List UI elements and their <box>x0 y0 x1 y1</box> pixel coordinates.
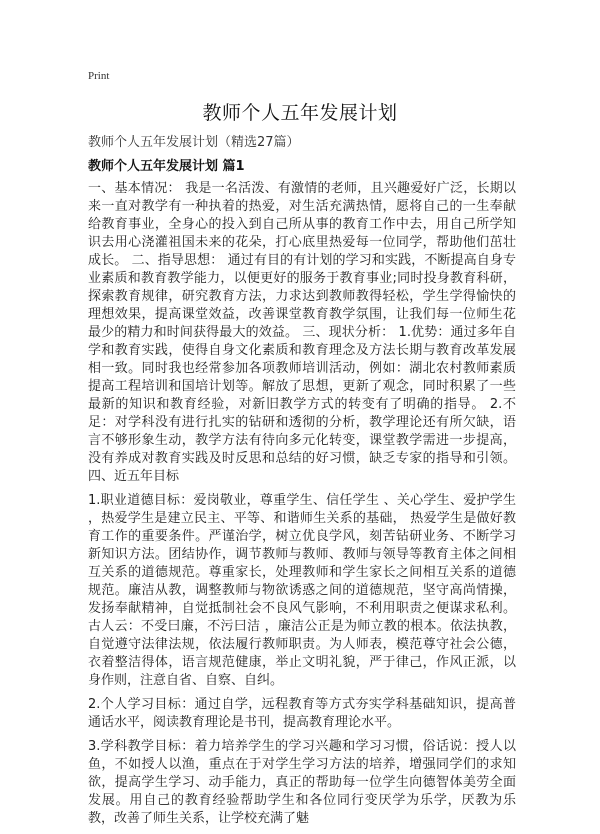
section-heading: 教师个人五年发展计划 篇1 <box>88 159 245 174</box>
print-label: Print <box>88 70 110 82</box>
document-body <box>88 180 516 834</box>
paragraph-basic-situation: 一、基本情况： 我是一名活泼、有激情的老师，且兴趣爱好广泛，长期以来一直对教学有一种执着的热爱，对生活充满热情，愿将自己的一生奉献给教育事业，全身心的投入到自己所从事的教育工作中去，用自己所学知识去用心浇灌祖国未来的花朵，打心底里热爱每一位同学，帮助他们茁壮成长。 二、指导思想： 通过有目的有计划的学习和实践，不断提高自身专业素质和教育教学能力，以便更好的服务于教育事业;同时投身教育科研，探索教育规律，研究教育方法，力求达到教师教得轻松，学生学得愉快的理想效果，提高课堂效益，改善课堂教育教学氛围，让我们每一位师生花最少的精力和时间获得最大的效益。 三、现状分析： 1.优势：通过多年自学和教育实践，使得自身文化素质和教育理念及方法长期与教育改革发展相一致。同时我也经常参加各项教师培训活动，例如：湖北农村教师素质提高工程培训和国培计划等。解放了思想，更新了观念，同时积累了一些最新的知识和教育经验，对新旧教学方式的转变有了明确的指导。 2.不足：对学科没有进行扎实的钻研和透彻的分析，教学理论还有所欠缺，语言不够形象生动，教学方法有待向多元化转变，课堂教学需进一步提高，没有养成对教育实践及时反思和总结的好习惯，缺乏专家的指导和引领。 四、近五年目标 <box>88 181 516 484</box>
paragraph-professional-ethics-goal: 1.职业道德目标：爱岗敬业，尊重学生、信任学生 、关心学生、爱护学生 ，热爱学生是建立民主、平等、和谐师生关系的基础， 热爱学生是做好教育工作的重要条件。严谨治学，树立优良学风，刻苦钻研业务、不断学习新知识方法。团结协作，调节教师与教师、教师与领导等教育主体之间相互关系的道德规范。尊重家长，处理教师和学生家长之间相互关系的道德规范。廉洁从教，调整教师与物欲诱惑之间的道德规范，坚守高尚情操，发扬奉献精神，自觉抵制社会不良风气影响，不利用职责之便谋求私利。 古人云：不受曰廉，不污曰洁 ，廉洁公正是为师立教的根本。依法执教，自觉遵守法律法规，依法履行教师职责。为人师表，模范尊守社会公德，衣着整洁得体，语言规范健康，举止文明礼貌，严于律己，作风正派，以身作则，注意自省、自察、自纠。 <box>88 493 516 688</box>
document-subtitle: 教师个人五年发展计划（精选27篇） <box>88 135 300 150</box>
document-title: 教师个人五年发展计划 <box>202 102 398 124</box>
paragraph-personal-learning-goal: 2.个人学习目标：通过自学，远程教育等方式夯实学科基础知识，提高普通话水平，阅读教育理论是书刊，提高教育理论水平。 <box>88 697 516 730</box>
paragraph-subject-teaching-goal: 3.学科教学目标：着力培养学生的学习兴趣和学习习惯，俗话说：授人以鱼，不如授人以渔，重点在于对学生学习方法的培养，增强同学们的求知欲，提高学生学习、动手能力，真正的帮助每一位学生向德智体美劳全面发展。用自己的教育经验帮助学生和各位同行变厌学为乐学，厌教为乐教，改善了师生关系，让学校充满了魅 <box>88 739 516 826</box>
